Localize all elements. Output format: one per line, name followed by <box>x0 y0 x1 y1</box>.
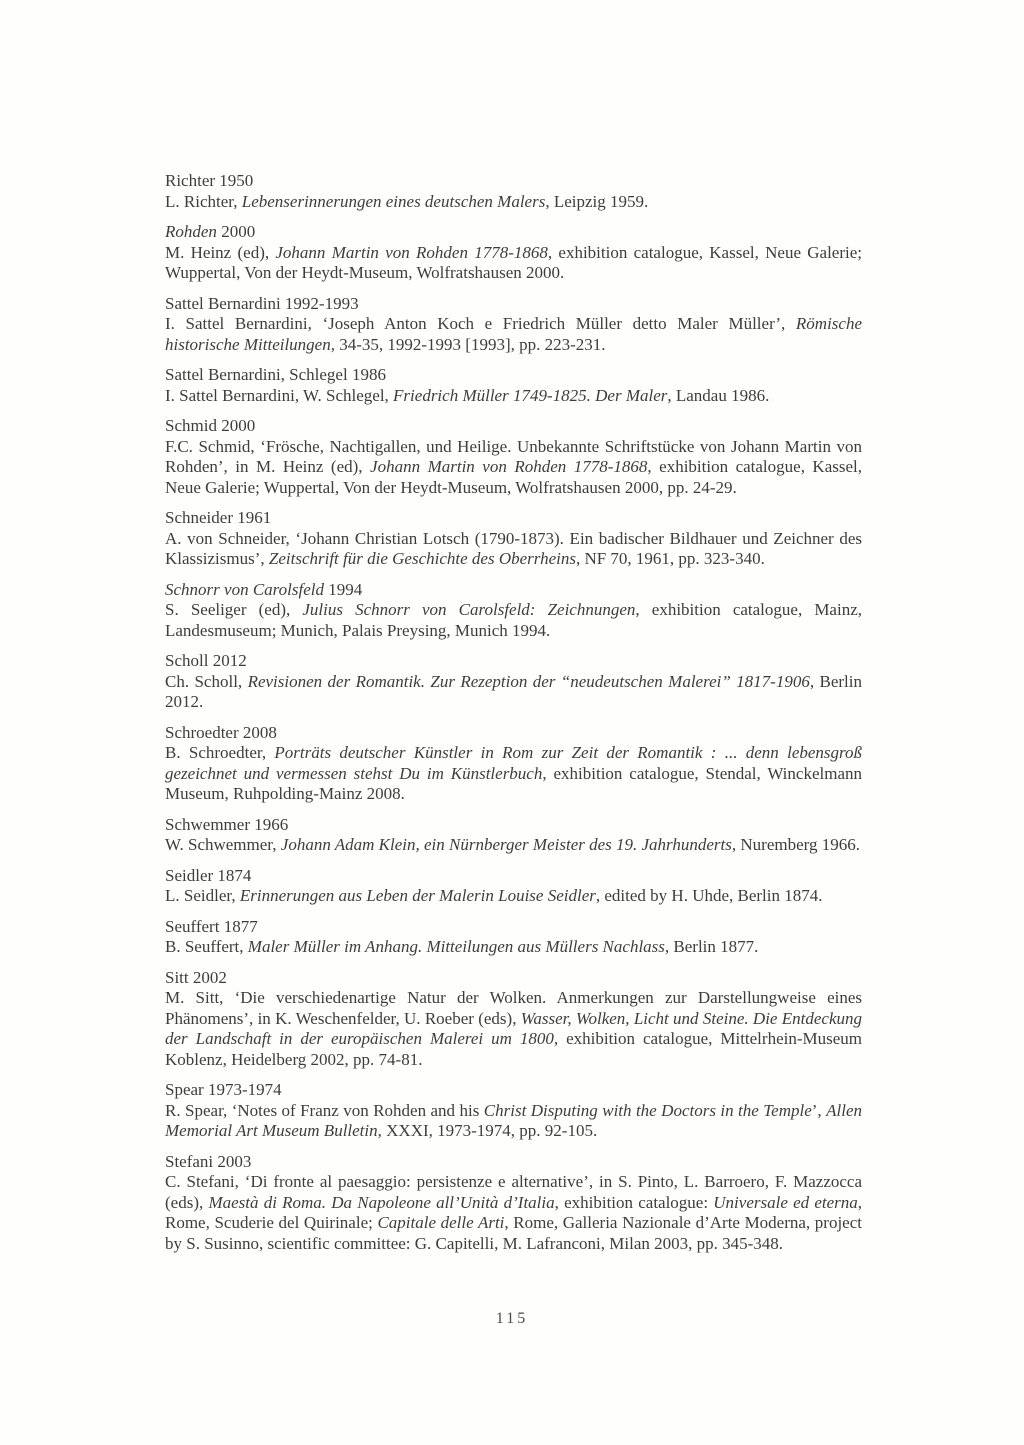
cited-title: Christ Disputing with the Doctors in the Temple <box>483 1100 812 1120</box>
cited-title: Maler Müller im Anhang. Mitteilungen aus Müllers Nachlass <box>247 937 665 956</box>
entry-text: Ch. Scholl, <box>165 671 248 691</box>
entry-text: C. Stefani, ‘Di fronte al paesaggio: persistenze e alternative’, in S. Pinto, L. Barroero, F. Mazzocca (eds), <box>165 1172 862 1212</box>
entry-label <box>165 1080 862 1101</box>
entry-text: Spear 1973-1974 <box>165 1080 282 1099</box>
entry-text: , exhibition catalogue, Mittelrhein-Museum Koblenz, Heidelberg 2002, pp. 74-81. <box>165 1029 862 1069</box>
bibliography-entry <box>165 723 862 805</box>
entry-label <box>165 1152 862 1173</box>
cited-title: Capitale delle Arti <box>377 1213 505 1232</box>
entry-label <box>165 815 862 836</box>
bibliography-entry <box>165 651 862 713</box>
entry-text: , Nuremberg 1966. <box>731 835 860 854</box>
entry-text: , XXXI, 1973-1974, pp. 92-105. <box>377 1121 598 1140</box>
entry-label <box>165 651 862 672</box>
entry-text: I. Sattel Bernardini, W. Schlegel, <box>165 385 394 405</box>
entry-text: , Berlin 1877. <box>664 937 759 956</box>
entry-text: , exhibition catalogue: <box>554 1192 714 1212</box>
entry-text: Sattel Bernardini, Schlegel 1986 <box>165 365 386 384</box>
entry-text: , NF 70, 1961, pp. 323-340. <box>575 549 765 568</box>
entry-text: Sitt 2002 <box>165 967 227 987</box>
bibliography-entry <box>165 508 862 570</box>
cited-title: Revisionen der Romantik. Zur Rezeption der “neudeutschen Malerei” 1817-1906 <box>247 671 810 691</box>
entry-label <box>165 968 862 989</box>
entry-text: , exhibition catalogue, Stendal, Winckelmann Museum, Ruhpolding-Mainz 2008. <box>165 763 862 803</box>
entry-text: 1994 <box>323 579 363 599</box>
entry-body <box>165 835 862 856</box>
entry-label <box>165 416 862 437</box>
bibliography-entry <box>165 580 862 642</box>
entry-text: B. Seuffert, <box>165 937 248 956</box>
entry-text: , Rome, Galleria Nazionale d’Arte Moderna, project by S. Susinno, scientific committee: G. Capitelli, M. Lafranconi, Milan 2003, pp. 345-348. <box>165 1213 862 1253</box>
entry-text: Schmid 2000 <box>165 416 256 435</box>
entry-label <box>165 294 862 315</box>
entry-text: L. Seidler, <box>165 886 240 905</box>
entry-body <box>165 672 862 713</box>
entry-label <box>165 866 862 887</box>
entry-text: , Leipzig 1959. <box>545 191 649 211</box>
entry-body <box>165 988 862 1070</box>
entry-text: Seidler 1874 <box>165 865 252 885</box>
entry-text: , exhibition catalogue, Kassel, Neue Galerie; Wuppertal, Von der Heydt-Museum, Wolfratshausen 2000. <box>165 242 863 282</box>
bibliography-entry <box>165 171 862 212</box>
entry-text: Scholl 2012 <box>165 651 247 670</box>
cited-title: Allen Memorial Art Museum Bulletin <box>165 1100 862 1140</box>
entry-text: Seuffert 1877 <box>165 916 258 936</box>
cited-title: Schnorr von Carolsfeld <box>165 579 324 599</box>
cited-title: Erinnerungen aus Leben der Malerin Louise Seidler <box>239 886 596 905</box>
cited-title: Zeitschrift für die Geschichte des Oberrheins <box>268 549 576 568</box>
entry-label <box>165 222 862 243</box>
entry-text: R. Spear, ‘Notes of Franz von Rohden and his <box>165 1100 484 1120</box>
cited-title: Johann Martin von Rohden 1778-1868 <box>275 242 548 262</box>
entry-text: Sattel Bernardini 1992-1993 <box>165 293 359 313</box>
cited-title: Friedrich Müller 1749-1825. Der Maler <box>393 385 668 405</box>
entry-text: M. Sitt, ‘Die verschiedenartige Natur der Wolken. Anmerkungen zur Darstellungweise eines Phänomens’, in K. Weschenfelder, U. Roeber (eds), <box>165 988 862 1028</box>
bibliography-entry <box>165 294 862 356</box>
entry-label <box>165 580 862 601</box>
cited-title: Rohden <box>165 222 217 241</box>
entry-text: Schneider 1961 <box>165 508 272 527</box>
entry-body <box>165 743 862 805</box>
cited-title: Wasser, Wolken, Licht und Steine. Die Entdeckung der Landschaft in der europäischen Malerei um 1800 <box>165 1008 862 1048</box>
cited-title: Johann Martin von Rohden 1778-1868 <box>370 457 648 476</box>
entry-text: A. von Schneider, ‘Johann Christian Lotsch (1790-1873). Ein badischer Bildhauer und Zeichner des Klassizismus’, <box>165 528 862 568</box>
entry-text: Schroedter 2008 <box>165 722 277 742</box>
cited-title: Johann Adam Klein, ein Nürnberger Meister des 19. Jahrhunderts <box>280 835 732 854</box>
entry-body <box>165 1101 862 1142</box>
bibliography-entry <box>165 222 862 284</box>
bibliography-entry <box>165 968 862 1071</box>
cited-title: Lebenserinnerungen eines deutschen Malers <box>241 191 546 211</box>
cited-title: Maestà di Roma. Da Napoleone all’Unità d’Italia <box>208 1192 555 1212</box>
cited-title: Julius Schnorr von Carolsfeld: Zeichnungen <box>302 600 636 619</box>
bibliography-entry <box>165 365 862 406</box>
entry-label <box>165 365 862 386</box>
entry-label <box>165 723 862 744</box>
entry-text: I. Sattel Bernardini, ‘Joseph Anton Koch e Friedrich Müller detto Maler Müller’, <box>165 314 796 333</box>
entry-text: M. Heinz (ed), <box>165 242 276 262</box>
entry-text: B. Schroedter, <box>165 743 275 762</box>
entry-body <box>165 386 862 407</box>
entry-text: 2000 <box>216 222 256 241</box>
entry-text: L. Richter, <box>165 191 242 211</box>
page-number: 115 <box>495 1310 529 1327</box>
entry-text: , edited by H. Uhde, Berlin 1874. <box>595 886 823 905</box>
entry-body <box>165 243 862 284</box>
entry-body <box>165 192 862 213</box>
bibliography-entry <box>165 416 862 498</box>
entry-body <box>165 1172 862 1254</box>
entry-text: Richter 1950 <box>165 171 254 190</box>
bibliography-entry <box>165 866 862 907</box>
entry-text: , Landau 1986. <box>667 385 770 405</box>
entry-body <box>165 886 862 907</box>
entry-body <box>165 437 862 499</box>
entry-body <box>165 529 862 570</box>
entry-text: W. Schwemmer, <box>165 835 281 854</box>
entry-label <box>165 508 862 529</box>
entry-text: Stefani 2003 <box>165 1151 252 1171</box>
bibliography-entry <box>165 815 862 856</box>
entry-text: , exhibition catalogue, Kassel, Neue Galerie; Wuppertal, Von der Heydt-Museum, Wolfratshausen 2000, pp. 24-29. <box>165 457 863 497</box>
entry-body <box>165 600 862 641</box>
bibliography-entry <box>165 1152 862 1255</box>
entry-text: , Rome, Scuderie del Quirinale; <box>165 1192 863 1232</box>
entry-text: Schwemmer 1966 <box>165 814 289 834</box>
bibliography-entry <box>165 1080 862 1142</box>
bibliography-entry <box>165 917 862 958</box>
entry-text: , Berlin 2012. <box>165 671 862 711</box>
entry-text: F.C. Schmid, ‘Frösche, Nachtigallen, und Heilige. Unbekannte Schriftstücke von Johann Martin von Rohden’, in M. Heinz (ed), <box>165 436 862 476</box>
bibliography-list <box>165 171 862 1264</box>
entry-text: , exhibition catalogue, Mainz, Landesmuseum; Munich, Palais Preysing, Munich 1994. <box>165 600 862 640</box>
cited-title: Porträts deutscher Künstler in Rom zur Zeit der Romantik : ... denn lebensgroß gezeichnet und vermessen stehst Du im Künstlerbuch <box>165 743 863 783</box>
entry-body <box>165 937 862 958</box>
entry-text: S. Seeliger (ed), <box>165 600 303 619</box>
cited-title: Universale ed eterna <box>713 1192 858 1212</box>
entry-text: ’, <box>811 1100 827 1120</box>
entry-body <box>165 314 862 355</box>
entry-label <box>165 171 862 192</box>
entry-label <box>165 917 862 938</box>
entry-text: , 34-35, 1992-1993 [1993], pp. 223-231. <box>330 334 606 354</box>
cited-title: Römische historische Mitteilungen <box>165 314 862 354</box>
